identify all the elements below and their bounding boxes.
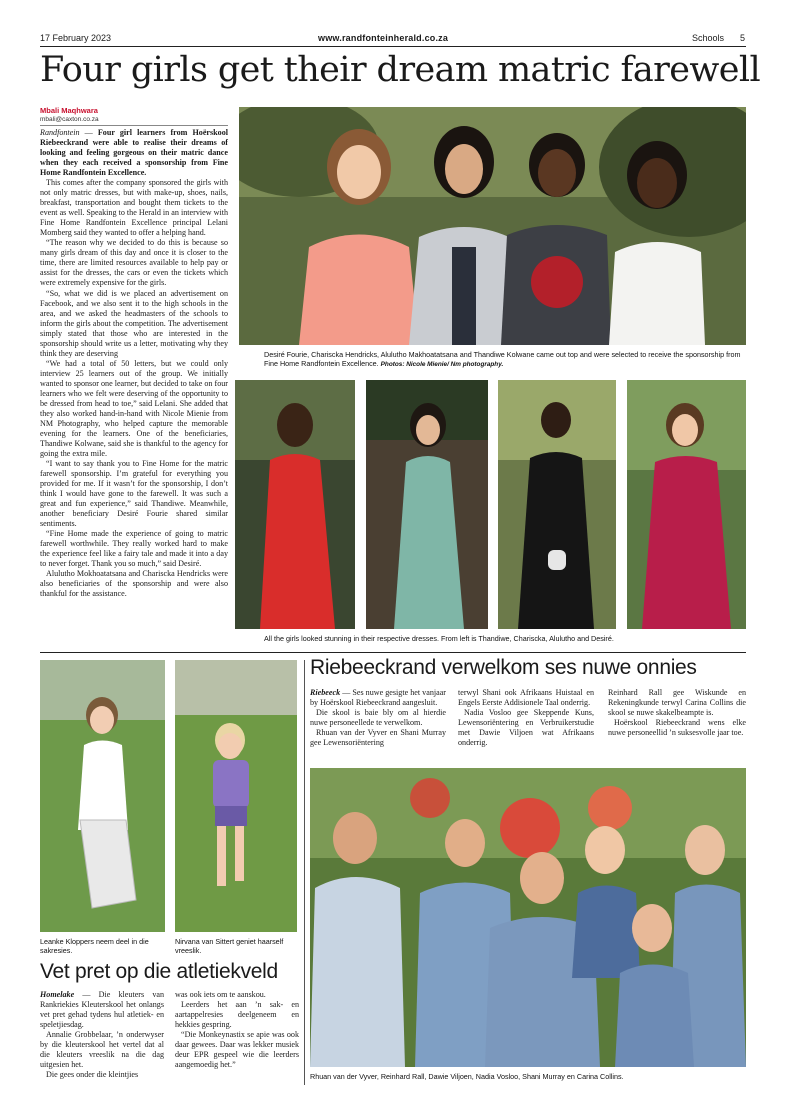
page-number: 5 [740,33,746,43]
paragraph: “Fine Home made the experience of going to matric farewell worthwhile. They really worked hard to make the experience feel like a fairy tale and made it into a day to never forget. Thank you so much,” said Desiré. [40,529,228,569]
paragraph: “We had a total of 50 letters, but we could only interview 25 learners out of the group. We initially wanted to sponsor one learner, but decided to take on four learners who we felt were deserving of the opportunity to be dressed from head to toe,” said Lelani. She added that they also worked hand-in-hand with Nicole Mienie from NM Photography, who helped capture the memorable evening for the learners. One of the beneficiaries, Thandiwe Kolwane, said she is thankful to the agency for going the extra mile. [40,358,228,458]
caption-dresses: All the girls looked stunning in their respective dresses. From left is Thandiwe, Chariscka, Alulutho and Desiré. [264,634,614,643]
headline-athletics: Vet pret op die atletiekveld [40,960,278,983]
teachers-col-2 [458,688,594,748]
paragraph: Rhuan van der Vyver en Shani Murray gee Lewensoriëntering [310,728,446,748]
paragraph: was ook iets om te aanskou. [175,990,266,999]
headline-farewell: Four girls get their dream matric farewell [40,50,761,90]
photo-new-teachers [310,768,746,1067]
headline-new-teachers: Riebeeckrand verwelkom ses nuwe onnies [310,656,697,679]
paragraph: Die kleuters van Rankriekies Kleuterskool het onlangs vet pret gehad tydens hul atletiek- en speletjiesdag. [40,990,165,1030]
header-url[interactable]: www.randfonteinherald.co.za [318,33,449,43]
paragraph: Nadia Vosloo gee Skeppende Kuns, Lewensoriëntering en Verbruikerstudie met Dawie Viljoen wat Afrikaans onderrig. [458,708,594,748]
paragraph: “So, what we did is we placed an advertisement on Facebook, and we also sent it to the high schools in the area, and we asked the headmasters of the schools to inform the girls about the competition. The advertisement simply stated that those who are interested in the sponsorship should write us a letter, motivating why they think they are deserving [40,288,228,358]
dateline: Homelake [40,990,75,999]
athletics-col-1: Homelake — Die kleuters van Rankriekies Kleuterskool het onlangs vet pret gehad tydens hul atletiek- en speletjiesdag. Annalie Grobbelaar, ’n onderwyser by die kleuterskool het vertel dat al die kleuters vreeslik na die dag uitgesien het. Die gees onder die kleintjies [40,990,165,1080]
photo-desire [627,380,746,629]
paragraph: Die gees onder die kleintjies [46,1070,139,1080]
header-rule [40,46,746,47]
paragraph: This comes after the company sponsored the girls with not only matric dresses, but with make-up, shoes, nails, breakfast, transportation and bought them tickets to the event as well. Speaking to the Herald in an interview with Fine Home Randfontein Excellence principal Lelani Momberg said they wanted to offer a helping hand. [40,178,228,238]
column-divider [304,660,305,1085]
farewell-article-body: Randfontein — Four girl learners from Hoërskool Riebeeckrand were able to realise their dreams of looking and feeling gorgeous on their matric dance when they each received a sponsorship from Fine Home Randfontein Excellence. This comes after the company sponsored the girls with not only matric dresses, but with make-up, shoes, nails, breakfast, transportation and bought them tickets to the event as well. Speaking to the Herald in an interview with Fine Home Randfontein Excellence principal Lelani Momberg said they wanted to offer a helping hand. “The reason why we decided to do this is because so many girls dream of this day and once it is closer to the time, there are limited resources available to help pay or assist for the dresses, the cars or even the tickets which were extremely expensive for the girls. “So, what we did is we placed an advertisement on Facebook, and we also sent it to the high schools in the area, and we asked the headmasters of the schools to inform the girls about the competition. The advertisement simply stated that those who are interested in the sponsorship should write us a letter, motivating why they think they are deserving “We had a total of 50 letters, but we could only interview 25 learners out of the group. We initially wanted to sponsor one learner, but decided to take on four learners who we felt were deserving of the opportunity to be dressed from head to toe,” said Lelani. She added that they also worked hand-in-hand with Nicole Mienie from NM Photography, who helped capture the memorable evening for the learners. One of the beneficiaries, Thandiwe Kolwane, said she is thankful to the agency for going the extra mile. “I want to say thank you to Fine Home for the matric farewell sponsorship. I’m grateful for everything you provided for me. If it wasn’t for the sponsorship, I don’t think I would have gone to the farewell. It was such a great and fun experience,” said Thandiwe. Meanwhile, another beneficiary Desiré Fourie shared similar sentiments. “Fine Home made the experience of going to matric farewell worthwhile. They really worked hard to make the experience feel like a fairy tale and made it into a day to never forget. Thank you so much,” said Desiré. Alulutho Mokhoatatsana and Chariscka Hendricks were also beneficiaries of the sponsorship and were also thankful for the assistance. [40,128,229,599]
lede: Four girl learners from Hoërskool Riebeeckrand were able to realise their dreams of looking and feeling gorgeous on their matric dance when they each received a sponsorship from Fine Home Randfontein Excellence. [40,128,229,178]
caption-nirvana: Nirvana van Sittert geniet haarself vreeslik. [175,937,284,956]
teachers-col-1: Riebeeck — Ses nuwe gesigte het vanjaar by Hoërskool Riebeeckrand aangesluit. Die skool is baie bly om al hierdie nuwe personeellede te verwelkom. Rhuan van der Vyver en Shani Murray gee Lewensoriëntering [310,688,446,748]
photo-thandiwe [235,380,355,629]
dateline: Randfontein [40,128,80,137]
header-section: Schools [692,33,725,43]
caption-new-teachers: Rhuan van der Vyver, Reinhard Rall, Dawie Viljoen, Nadia Vosloo, Shani Murray en Carina Collins. [310,1072,624,1081]
paragraph: Hoërskool Riebeeckrand wens elke nuwe personeellid ’n suksesvolle jaar toe. [608,718,746,738]
paragraph: Die skool is baie bly om al hierdie nuwe personeellede te verwelkom. [310,708,446,728]
header-date: 17 February 2023 [40,33,112,43]
photo-nirvana [175,660,297,932]
caption-leanke: Leanke Kloppers neem deel in die sakresies. [40,937,149,956]
byline-email[interactable]: mbali@caxton.co.za [40,116,99,123]
dateline: Riebeeck [310,688,341,697]
paragraph: Alulutho Mokhoatatsana and Chariscka Hendricks were also beneficiaries of the sponsorship and were also thankful for the assistance. [40,569,228,599]
paragraph: “Die Monkeynastix se apie was ook daar gewees. Daar was lekker musiek deur EPR gespeel wie die leerders aangemoedig het.” [175,1030,299,1070]
paragraph: Leerders het aan ’n sak- en aartappelresies deelgeneem en hekkies gespring. [175,1000,299,1030]
paragraph: “I want to say thank you to Fine Home for the matric farewell sponsorship. I’m grateful for everything you provided for me. If it wasn’t for the sponsorship, I don’t think I would have gone to the farewell. It was such a great and fun experience,” said Thandiwe. Meanwhile, another beneficiary Desiré Fourie shared similar sentiments. [40,459,228,529]
byline-name: Mbali Maqhwara [40,106,98,115]
athletics-col-2 [175,990,299,1070]
byline-rule [40,125,228,126]
photo-alulutho [498,380,616,629]
photo-leanke-sack-race [40,660,165,932]
photo-chariscka [366,380,488,629]
paragraph: Annalie Grobbelaar, ’n onderwyser by die kleuterskool het vertel dat al die kleuters vreeslik na die dag uitgesien het. [40,1030,164,1070]
caption-group-photo [264,350,746,370]
paragraph: Ses nuwe gesigte het vanjaar by Hoërskool Riebeeckrand aangesluit. [310,688,446,708]
paragraph: “The reason why we decided to do this is because so many girls dream of this day and once it is closer to the time, there are limited resources available to help pay or assist for the dresses, the cars or even the tickets which were extremely expensive for the girls. [40,238,228,288]
section-divider [40,652,746,653]
paragraph: terwyl Shani ook Afrikaans Huistaal en Engels Eerste Addisionele Taal onderrig. [458,688,594,708]
teachers-col-3 [608,688,746,738]
paragraph: Reinhard Rall gee Wiskunde en Rekeningkunde terwyl Carina Collins die skool se nuwe skakelbeampte is. [608,688,746,718]
caption-text: Desiré Fourie, Chariscka Hendricks, Alulutho Makhoatatsana and Thandiwe Kolwane came out top and were selected to receive the sponsorship from Fine Home Randfontein Excellence. [264,350,741,369]
photo-credit: Photos: Nicole Mienie/ Nm photography. [380,361,504,369]
group-photo-four-girls [239,107,746,345]
